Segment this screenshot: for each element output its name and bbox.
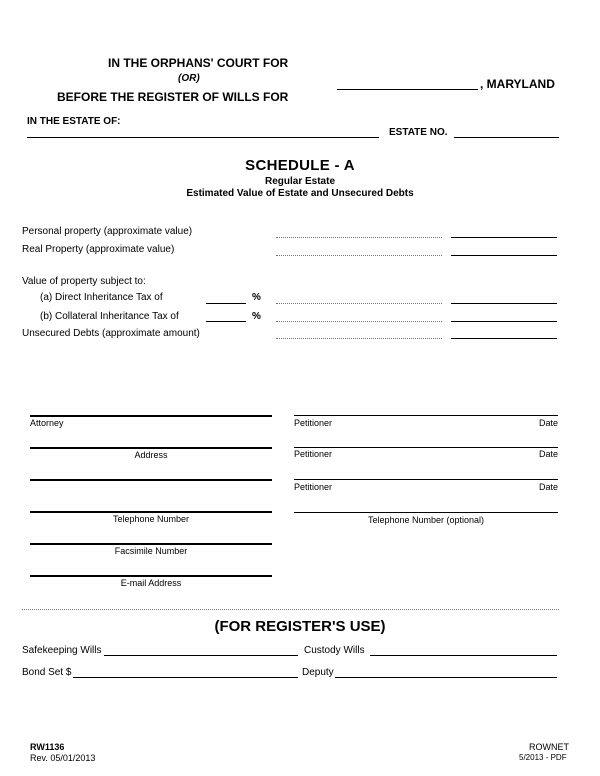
bond-label: Bond Set $	[22, 667, 72, 678]
publisher: ROWNET	[529, 742, 569, 752]
estate-name-field[interactable]	[27, 137, 379, 138]
schedule-subtitle-1: Regular Estate	[264, 176, 336, 187]
petitioner-2-field[interactable]	[294, 447, 558, 448]
subject-to-label: Value of property subject to:	[22, 276, 146, 287]
bond-field[interactable]	[73, 677, 298, 678]
direct-tax-percent-field[interactable]	[206, 303, 246, 304]
collateral-tax-field[interactable]	[451, 321, 557, 322]
state-label: , MARYLAND	[480, 77, 555, 91]
collateral-tax-percent-sign: %	[252, 311, 261, 322]
address-line-2-field[interactable]	[30, 479, 272, 481]
petitioner-1-label: Petitioner	[294, 418, 333, 428]
safekeeping-field[interactable]	[104, 655, 298, 656]
custody-label: Custody Wills	[304, 645, 365, 656]
deputy-label: Deputy	[302, 667, 334, 678]
petitioner-2-label: Petitioner	[294, 449, 333, 459]
email-label: E-mail Address	[120, 578, 182, 588]
attorney-label: Attorney	[30, 418, 64, 428]
register-use-title: (FOR REGISTER'S USE)	[214, 618, 386, 635]
unsecured-debts-field[interactable]	[451, 338, 557, 339]
petitioner-1-date-label: Date	[539, 418, 559, 428]
county-field[interactable]	[337, 89, 478, 90]
real-property-leader	[276, 255, 442, 256]
schedule-subtitle-2: Estimated Value of Estate and Unsecured Debts	[186, 188, 414, 199]
custody-field[interactable]	[370, 655, 557, 656]
personal-property-label: Personal property (approximate value)	[22, 226, 193, 237]
real-property-label: Real Property (approximate value)	[22, 244, 175, 255]
form-number: RW1136	[30, 742, 65, 752]
facsimile-label: Facsimile Number	[114, 546, 188, 556]
telephone-label: Telephone Number	[112, 514, 190, 524]
facsimile-field[interactable]	[30, 543, 272, 545]
address-label: Address	[134, 450, 168, 460]
unsecured-debts-leader	[276, 338, 442, 339]
publication-date: 5/2013 - PDF	[519, 753, 567, 762]
petitioner-3-field[interactable]	[294, 479, 558, 480]
address-field[interactable]	[30, 447, 272, 449]
unsecured-debts-label: Unsecured Debts (approximate amount)	[22, 328, 200, 339]
estate-no-field[interactable]	[454, 137, 559, 138]
direct-tax-label: (a) Direct Inheritance Tax of	[40, 292, 163, 303]
telephone-field[interactable]	[30, 511, 272, 513]
or-label: (OR)	[178, 73, 200, 84]
collateral-tax-percent-field[interactable]	[206, 321, 246, 322]
schedule-title: SCHEDULE - A	[245, 157, 355, 174]
collateral-tax-leader	[276, 321, 442, 322]
court-line-1: IN THE ORPHANS' COURT FOR	[108, 56, 289, 70]
section-divider	[22, 609, 559, 610]
petitioner-2-date-label: Date	[539, 449, 559, 459]
deputy-field[interactable]	[335, 677, 557, 678]
real-property-field[interactable]	[451, 255, 557, 256]
petitioner-3-label: Petitioner	[294, 482, 333, 492]
safekeeping-label: Safekeeping Wills	[22, 645, 102, 656]
direct-tax-field[interactable]	[451, 303, 557, 304]
direct-tax-leader	[276, 303, 442, 304]
revision-date: Rev. 05/01/2013	[30, 753, 96, 763]
personal-property-field[interactable]	[451, 237, 557, 238]
estate-no-label: ESTATE NO.	[389, 127, 448, 138]
telephone-optional-label: Telephone Number (optional)	[367, 515, 485, 525]
email-field[interactable]	[30, 575, 272, 577]
estate-of-label: IN THE ESTATE OF:	[27, 116, 121, 127]
personal-property-leader	[276, 237, 442, 238]
attorney-signature-field[interactable]	[30, 415, 272, 417]
petitioner-1-field[interactable]	[294, 415, 558, 416]
court-line-2: BEFORE THE REGISTER OF WILLS FOR	[57, 90, 289, 104]
petitioner-3-date-label: Date	[539, 482, 559, 492]
telephone-optional-field[interactable]	[294, 512, 558, 513]
collateral-tax-label: (b) Collateral Inheritance Tax of	[40, 311, 179, 322]
direct-tax-percent-sign: %	[252, 292, 261, 303]
